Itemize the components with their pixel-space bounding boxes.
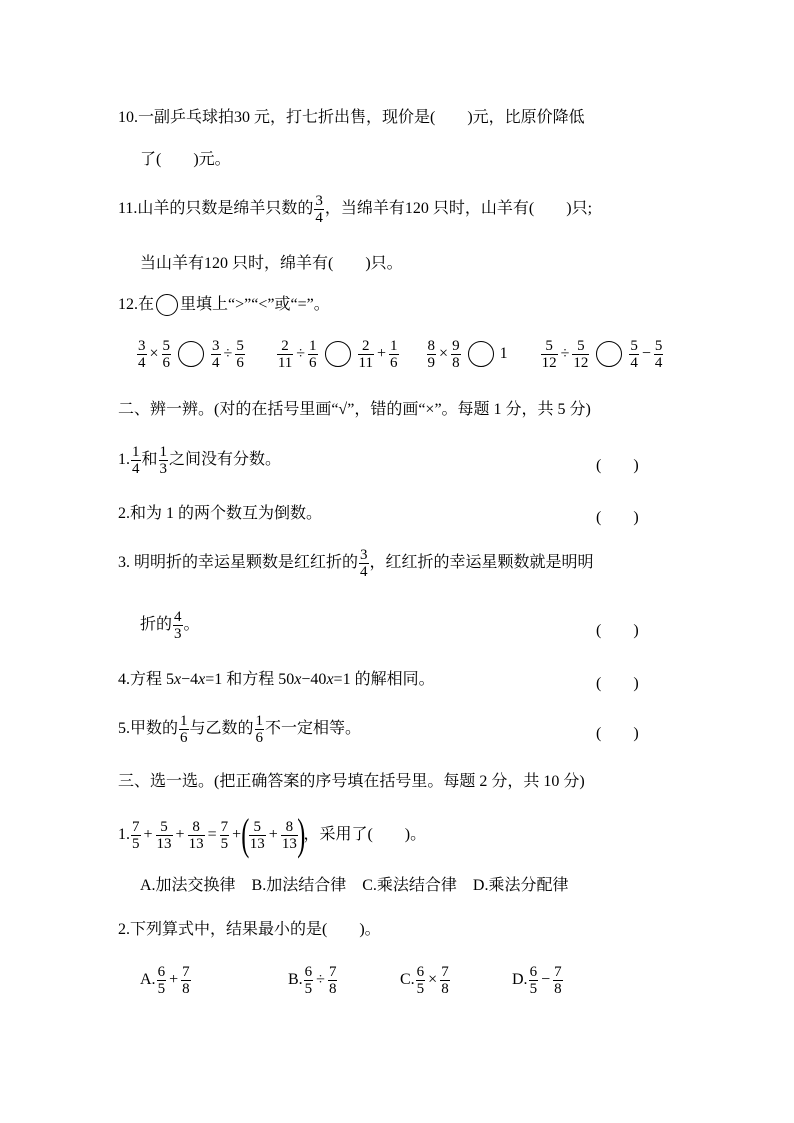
option-b[interactable]: B. $\frac{6}{5}$ ÷ $\frac{7}{8}$ <box>288 963 337 997</box>
option-a[interactable]: A. $\frac{6}{5}$ + $\frac{7}{8}$ <box>140 963 190 997</box>
answer-paren-1[interactable]: ( ) <box>596 457 639 474</box>
sec2-item-4: 4.方程 5x−4x=1 和方程 50x−40x=1 的解相同。 <box>118 671 435 688</box>
fraction: $\frac{3}{4}$ <box>315 192 323 226</box>
q12-heading: 12.在 里填上“>”“<”或“=”。 <box>118 292 330 318</box>
answer-paren-2[interactable]: ( ) <box>596 509 639 526</box>
sec2-item-2: 2.和为 1 的两个数互为倒数。 <box>118 505 323 522</box>
sec2-item-3-line2: 折的 $\frac{4}{3}$ 。 <box>140 608 200 642</box>
q11-line2: 当山羊有120 只时，绵羊有( )只。 <box>140 255 403 272</box>
compare-circle[interactable] <box>596 341 622 367</box>
option-d[interactable]: D. $\frac{6}{5}$ − $\frac{7}{8}$ <box>512 963 562 997</box>
q12-expr-1: $\frac{3}{4}$ × $\frac{5}{6}$ $\frac{3}{4}$ ÷ $\frac{5}{6}$ <box>138 337 244 371</box>
option-c[interactable]: C. $\frac{6}{5}$ × $\frac{7}{8}$ <box>400 963 449 997</box>
sec2-item-3-line1: 3. 明明折的幸运星颗数是红红折的 $\frac{3}{4}$ ，红红折的幸运星颗数就是明明 <box>118 546 594 580</box>
q10-line1: 10.一副乒乓球拍30 元，打七折出售，现价是( )元，比原价降低 <box>118 109 585 126</box>
sec3-q1-options: A.加法交换律 B.加法结合律 C.乘法结合律 D.乘法分配律 <box>140 877 569 894</box>
q12-expr-4: $\frac{5}{12}$ ÷ $\frac{5}{12}$ $\frac{5}{4}$ − $\frac{5}{4}$ <box>541 337 663 371</box>
sec2-item-5: 5.甲数的 $\frac{1}{6}$ 与乙数的 $\frac{1}{6}$ 不一定相等。 <box>118 712 362 746</box>
section-2-title: 二、辨一辨。(对的在括号里画“√”，错的画“×”。每题 1 分，共 5 分) <box>118 401 591 418</box>
q10-line2: 了( )元。 <box>140 151 231 168</box>
answer-paren-3[interactable]: ( ) <box>596 622 639 639</box>
answer-paren-5[interactable]: ( ) <box>596 725 639 742</box>
compare-circle[interactable] <box>468 341 494 367</box>
sec3-q1: 1. $\frac{7}{5}$ + $\frac{5}{13}$ + $\frac{8}{13}$ = $\frac{7}{5}$ +( $\frac{5}{13}$ + $\frac{8}{13}$ )，采用了( )。 <box>118 810 427 860</box>
compare-circle[interactable] <box>325 341 351 367</box>
q12-expr-2: $\frac{2}{11}$ ÷ $\frac{1}{6}$ $\frac{2}{11}$ + $\frac{1}{6}$ <box>277 337 398 371</box>
sec2-item-1: 1. $\frac{1}{4}$ 和 $\frac{1}{3}$ 之间没有分数。 <box>118 443 282 477</box>
sec3-q2: 2.下列算式中，结果最小的是( )。 <box>118 921 381 938</box>
answer-paren-4[interactable]: ( ) <box>596 675 639 692</box>
section-3-title: 三、选一选。(把正确答案的序号填在括号里。每题 2 分，共 10 分) <box>118 773 585 790</box>
circle-icon <box>156 294 178 316</box>
q12-row <box>136 334 664 374</box>
compare-circle[interactable] <box>178 341 204 367</box>
q11-line1: 11.山羊的只数是绵羊只数的 $\frac{3}{4}$ ，当绵羊有120 只时，山羊有( )只; <box>118 192 593 226</box>
q12-expr-3: $\frac{8}{9}$ × $\frac{9}{8}$ 1 <box>427 337 508 371</box>
